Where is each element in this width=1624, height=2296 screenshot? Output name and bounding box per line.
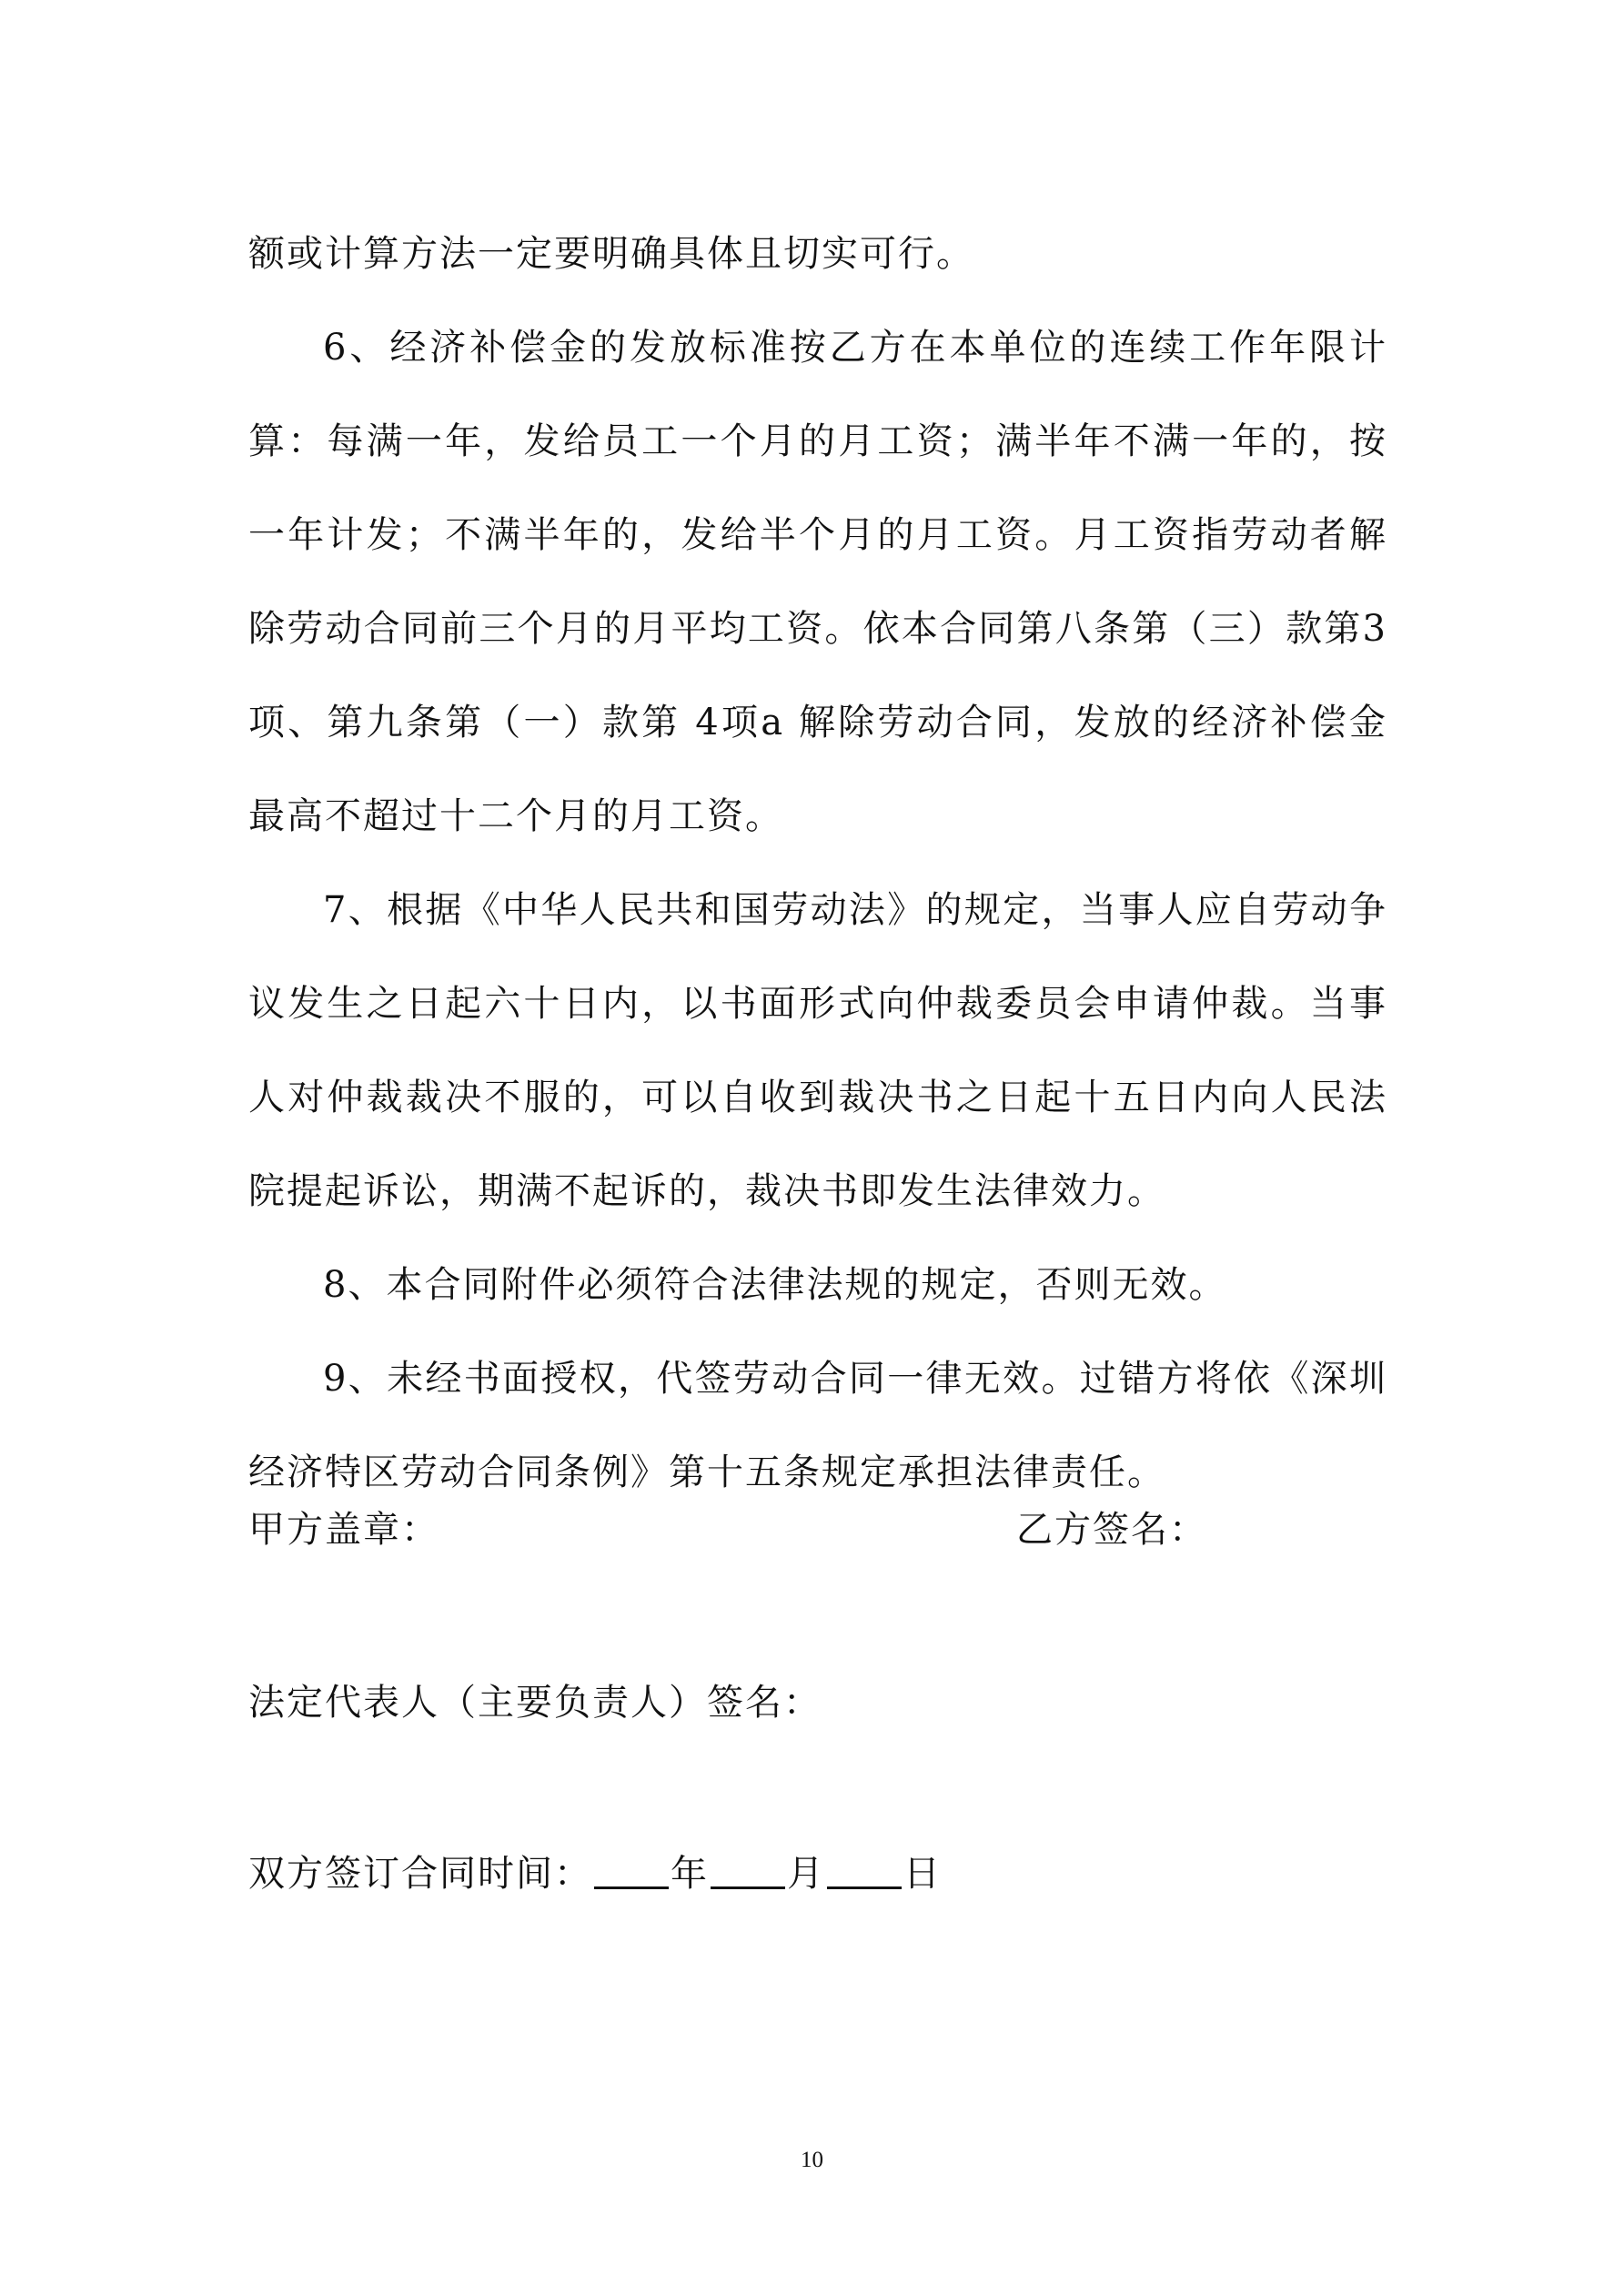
clause-9-authorization: 9、未经书面授权，代签劳动合同一律无效。过错方将依《深圳经济特区劳动合同条例》第十五条规定承担法律责任。 — [248, 1358, 1387, 1493]
page-number: 10 — [801, 2148, 823, 2172]
month-blank — [711, 1854, 785, 1889]
contract-body — [248, 207, 1387, 1520]
clause-7-arbitration: 7、根据《中华人民共和国劳动法》的规定，当事人应自劳动争议发生之日起六十日内，以书面形式向仲裁委员会申请仲裁。当事人对仲裁裁决不服的，可以自收到裁决书之日起十五日内向人民法院提起诉讼，期满不起诉的，裁决书即发生法律效力。 — [248, 889, 1387, 1212]
year-blank — [594, 1854, 669, 1889]
signing-date-line — [248, 1852, 942, 1896]
party-b-signature-label: 乙方签名： — [1016, 1509, 1207, 1551]
month-label: 月 — [787, 1853, 825, 1895]
clause-6-compensation: 6、经济补偿金的发放标准按乙方在本单位的连续工作年限计算：每满一年，发给员工一个月的月工资；满半年不满一年的，按一年计发；不满半年的，发给半个月的月工资。月工资指劳动者解除劳动合同前三个月的月平均工资。依本合同第八条第（三）款第3项、第九条第（一）款第 4项a 解除劳动合同，发放的经济补偿金最高不超过十二个月的月工资。 — [248, 327, 1387, 837]
paragraph-continuation: 额或计算方法一定要明确具体且切实可行。 — [248, 233, 974, 275]
year-label: 年 — [671, 1853, 709, 1895]
day-blank — [827, 1854, 902, 1889]
legal-representative-signature-label: 法定代表人（主要负责人）签名： — [248, 1682, 822, 1724]
signing-date-label: 双方签订合同时间： — [248, 1853, 592, 1895]
day-label: 日 — [903, 1853, 942, 1895]
clause-8-attachments: 8、本合同附件必须符合法律法规的规定，否则无效。 — [323, 1264, 1227, 1306]
party-a-seal-label: 甲方盖章： — [248, 1509, 439, 1551]
